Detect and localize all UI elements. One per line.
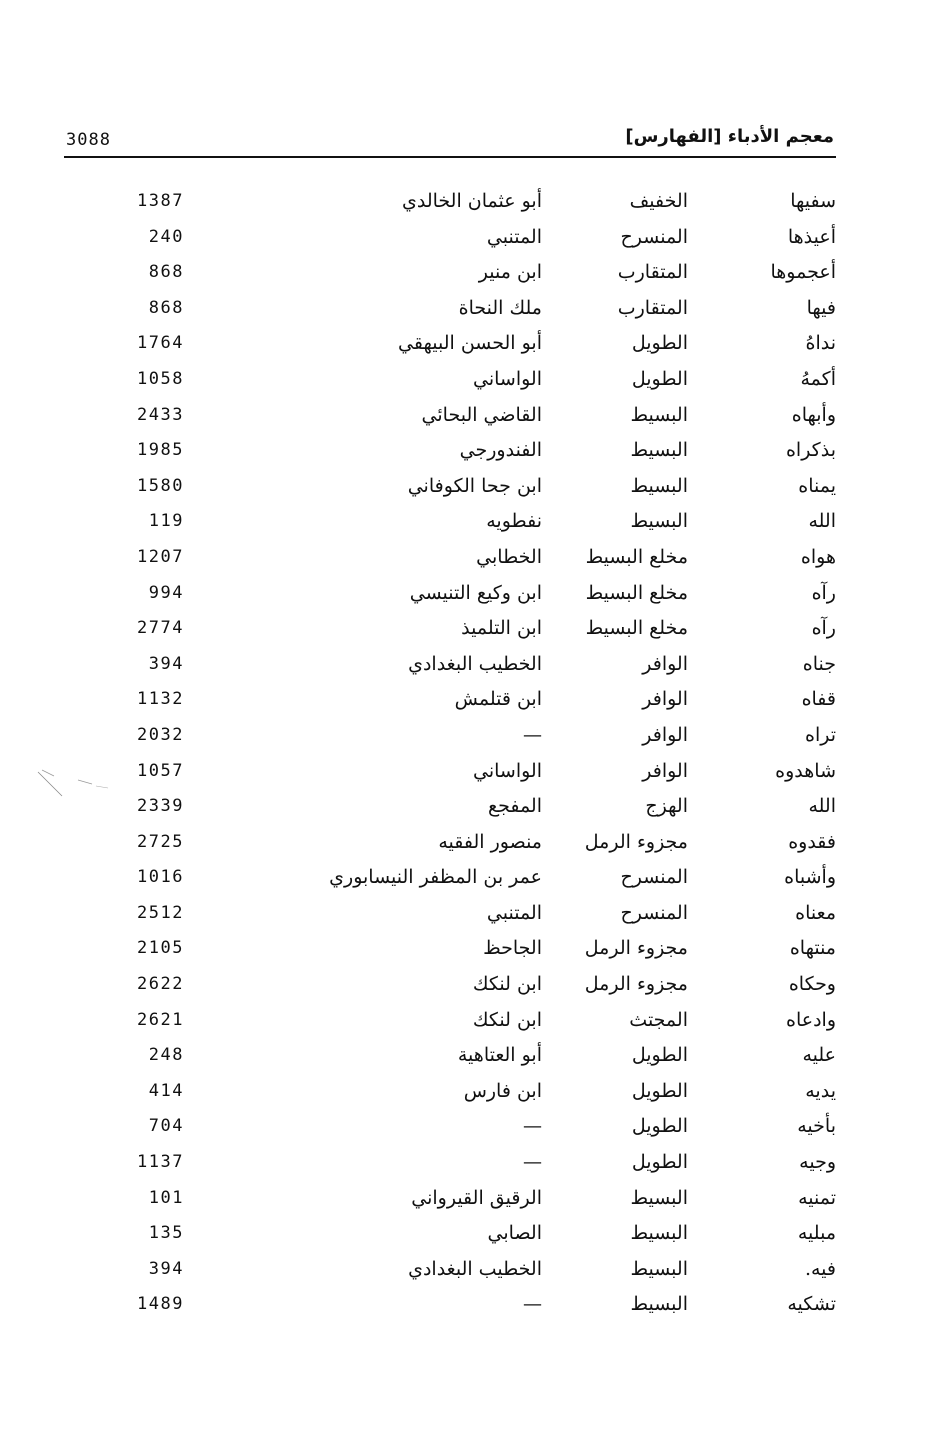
page-reference: 2621: [137, 1009, 184, 1030]
rhyme-word: شاهدوه: [775, 759, 836, 782]
index-row: [0, 1003, 932, 1039]
poet-name: ابن جحا الكوفاني: [407, 474, 542, 497]
poetic-meter: المنسرح: [620, 901, 688, 924]
index-row: [0, 1109, 932, 1145]
index-row: [0, 1145, 932, 1181]
poet-name: الخطيب البغدادي: [408, 1257, 542, 1280]
index-row: [0, 682, 932, 718]
page-reference: 1016: [137, 867, 184, 888]
poet-name: عمر بن المظفر النيسابوري: [329, 866, 542, 889]
poetic-meter: الطويل: [631, 1115, 688, 1138]
poet-name: الواساني: [473, 759, 542, 782]
rhyme-word: تمنيه: [798, 1186, 836, 1209]
rhyme-word: الله: [808, 510, 836, 533]
poetic-meter: البسيط: [630, 439, 688, 462]
poetic-meter: البسيط: [630, 1293, 688, 1316]
poetic-meter: المتقارب: [617, 261, 688, 284]
poet-name: أبو الحسن البيهقي: [398, 332, 542, 355]
poetic-meter: مجزوء الرمل: [584, 830, 688, 853]
index-row: [0, 718, 932, 754]
poetic-meter: المجتث: [629, 1008, 688, 1031]
rhyme-word: وأبهاه: [791, 403, 836, 426]
rhyme-word: يديه: [805, 1079, 836, 1102]
poet-name: —: [523, 1115, 542, 1138]
poetic-meter: البسيط: [630, 1257, 688, 1280]
page-reference: 1057: [137, 760, 184, 781]
page-reference: 2339: [137, 796, 184, 817]
page-reference: 1387: [137, 191, 184, 211]
page-reference: 2725: [137, 831, 184, 852]
index-row: [0, 291, 932, 327]
index-row: [0, 255, 932, 291]
page-reference: 1058: [137, 368, 184, 389]
page-reference: 394: [148, 1258, 184, 1279]
running-header: [64, 120, 836, 158]
poetic-meter: الوافر: [642, 652, 688, 675]
poetic-meter: مجزوء الرمل: [584, 937, 688, 960]
poet-name: ابن منير: [478, 261, 542, 284]
page-reference: 994: [148, 582, 184, 603]
poet-name: المتنبي: [486, 901, 542, 924]
rhyme-word: فيها: [806, 296, 836, 319]
page-reference: 704: [148, 1116, 184, 1137]
poetic-meter: البسيط: [630, 474, 688, 497]
rhyme-word: تشكيه: [787, 1293, 836, 1316]
rhyme-word: الله: [808, 795, 836, 818]
page-number: 3088: [66, 130, 111, 150]
poet-name: ابن قتلمش: [454, 688, 542, 711]
index-row: [0, 576, 932, 612]
rhyme-word: أعيذها: [787, 225, 836, 248]
rhyme-word: وادعاه: [786, 1008, 836, 1031]
page-reference: 1580: [137, 475, 184, 496]
poet-name: الجاحظ: [483, 937, 542, 960]
poetic-meter: مجزوء الرمل: [584, 973, 688, 996]
index-row: [0, 611, 932, 647]
poet-name: ملك النحاة: [458, 296, 542, 319]
rhyme-word: منتهاه: [789, 937, 836, 960]
rhyme-word: رآه: [811, 581, 836, 604]
page-reference: 2105: [137, 938, 184, 959]
rhyme-word: هواه: [800, 545, 836, 568]
rhyme-word: بأخيه: [797, 1115, 836, 1138]
page-reference: 868: [148, 262, 184, 283]
poet-name: ابن لنكك: [472, 973, 542, 996]
rhyme-word: أكمهُ: [800, 367, 836, 390]
page-reference: 248: [148, 1045, 184, 1066]
rhyme-word: معناه: [795, 901, 836, 924]
poet-name: —: [523, 1293, 542, 1316]
poetic-meter: الطويل: [631, 367, 688, 390]
index-row: [0, 1038, 932, 1074]
poet-name: أبو عثمان الخالدي: [401, 190, 542, 212]
poet-name: الرقيق القيرواني: [411, 1186, 542, 1209]
page-reference: 2032: [137, 724, 184, 745]
poetic-meter: مخلع البسيط: [585, 545, 688, 568]
poet-name: الصابي: [487, 1222, 542, 1245]
index-row: [0, 362, 932, 398]
index-row: [0, 433, 932, 469]
index-row: [0, 1181, 932, 1217]
index-row: [0, 789, 932, 825]
rhyme-word: يمناه: [798, 474, 836, 497]
rhyme-word: سفيها: [790, 190, 836, 212]
index-row: [0, 1252, 932, 1288]
page-reference: 119: [148, 511, 184, 532]
book-title: معجم الأدباء [الفهارس]: [625, 126, 834, 147]
poet-name: ابن لنكك: [472, 1008, 542, 1031]
poet-name: ابن وكيع التنيسي: [409, 581, 542, 604]
rhyme-word: أعجموها: [770, 261, 836, 284]
scan-artifact-mark: [36, 768, 116, 808]
poet-name: المفجع: [487, 795, 542, 818]
poet-name: —: [523, 1151, 542, 1174]
poetic-meter: البسيط: [630, 510, 688, 533]
rhyme-index-table: [0, 184, 932, 1323]
rhyme-word: نداهُ: [805, 332, 836, 355]
rhyme-word: رآه: [811, 617, 836, 640]
rhyme-word: فقدوه: [788, 830, 836, 853]
rhyme-word: وحكاه: [788, 973, 836, 996]
poetic-meter: المنسرح: [620, 225, 688, 248]
poet-name: منصور الفقيه: [438, 830, 542, 853]
index-row: [0, 540, 932, 576]
page-reference: 2774: [137, 618, 184, 639]
poetic-meter: الطويل: [631, 1079, 688, 1102]
index-row: [0, 931, 932, 967]
page-reference: 240: [148, 226, 184, 247]
poetic-meter: الطويل: [631, 1044, 688, 1067]
index-row: [0, 967, 932, 1003]
poetic-meter: مخلع البسيط: [585, 581, 688, 604]
index-row: [0, 1287, 932, 1323]
poetic-meter: البسيط: [630, 1186, 688, 1209]
index-row: [0, 1074, 932, 1110]
index-row: [0, 504, 932, 540]
page-reference: 2512: [137, 902, 184, 923]
poetic-meter: الطويل: [631, 1151, 688, 1174]
index-row: [0, 1216, 932, 1252]
poet-name: الفندورجي: [459, 439, 542, 462]
index-row: [0, 184, 932, 220]
poet-name: ابن فارس: [463, 1079, 542, 1102]
index-row: [0, 469, 932, 505]
poet-name: المتنبي: [486, 225, 542, 248]
poet-name: —: [523, 723, 542, 746]
rhyme-word: بذكراه: [785, 439, 836, 462]
rhyme-word: فيه.: [804, 1257, 836, 1280]
rhyme-word: عليه: [802, 1044, 836, 1067]
page-reference: 868: [148, 297, 184, 318]
page-reference: 2622: [137, 974, 184, 995]
poetic-meter: الطويل: [631, 332, 688, 355]
index-row: [0, 896, 932, 932]
poetic-meter: البسيط: [630, 1222, 688, 1245]
poet-name: الخطابي: [476, 545, 542, 568]
poetic-meter: الوافر: [642, 759, 688, 782]
poet-name: نفطويه: [486, 510, 542, 533]
page-reference: 2433: [137, 404, 184, 425]
page-reference: 135: [148, 1223, 184, 1244]
poetic-meter: المنسرح: [620, 866, 688, 889]
rhyme-word: جناه: [802, 652, 836, 675]
poet-name: أبو العتاهية: [457, 1044, 542, 1067]
page-reference: 1132: [137, 689, 184, 710]
poetic-meter: مخلع البسيط: [585, 617, 688, 640]
rhyme-word: تراه: [804, 723, 836, 746]
poetic-meter: الهزج: [645, 795, 688, 818]
index-row: [0, 398, 932, 434]
rhyme-word: وأشباه: [784, 866, 836, 889]
index-row: [0, 754, 932, 790]
poet-name: ابن التلميذ: [461, 617, 542, 640]
poetic-meter: الوافر: [642, 723, 688, 746]
rhyme-word: مبليه: [797, 1222, 836, 1245]
index-row: [0, 220, 932, 256]
index-row: [0, 647, 932, 683]
page-reference: 1207: [137, 546, 184, 567]
page-reference: 1985: [137, 440, 184, 461]
page-reference: 101: [148, 1187, 184, 1208]
page-reference: 1489: [137, 1294, 184, 1315]
page-reference: 414: [148, 1080, 184, 1101]
page-reference: 1764: [137, 333, 184, 354]
poetic-meter: الخفيف: [629, 190, 688, 212]
poetic-meter: المتقارب: [617, 296, 688, 319]
poetic-meter: الوافر: [642, 688, 688, 711]
page-reference: 1137: [137, 1152, 184, 1173]
index-row: [0, 860, 932, 896]
poetic-meter: البسيط: [630, 403, 688, 426]
poet-name: الواساني: [473, 367, 542, 390]
rhyme-word: قفاه: [801, 688, 836, 711]
rhyme-word: وجيه: [799, 1151, 836, 1174]
poet-name: القاضي البحائي: [421, 403, 542, 426]
page-reference: 394: [148, 653, 184, 674]
index-row: [0, 825, 932, 861]
index-row: [0, 326, 932, 362]
poet-name: الخطيب البغدادي: [408, 652, 542, 675]
